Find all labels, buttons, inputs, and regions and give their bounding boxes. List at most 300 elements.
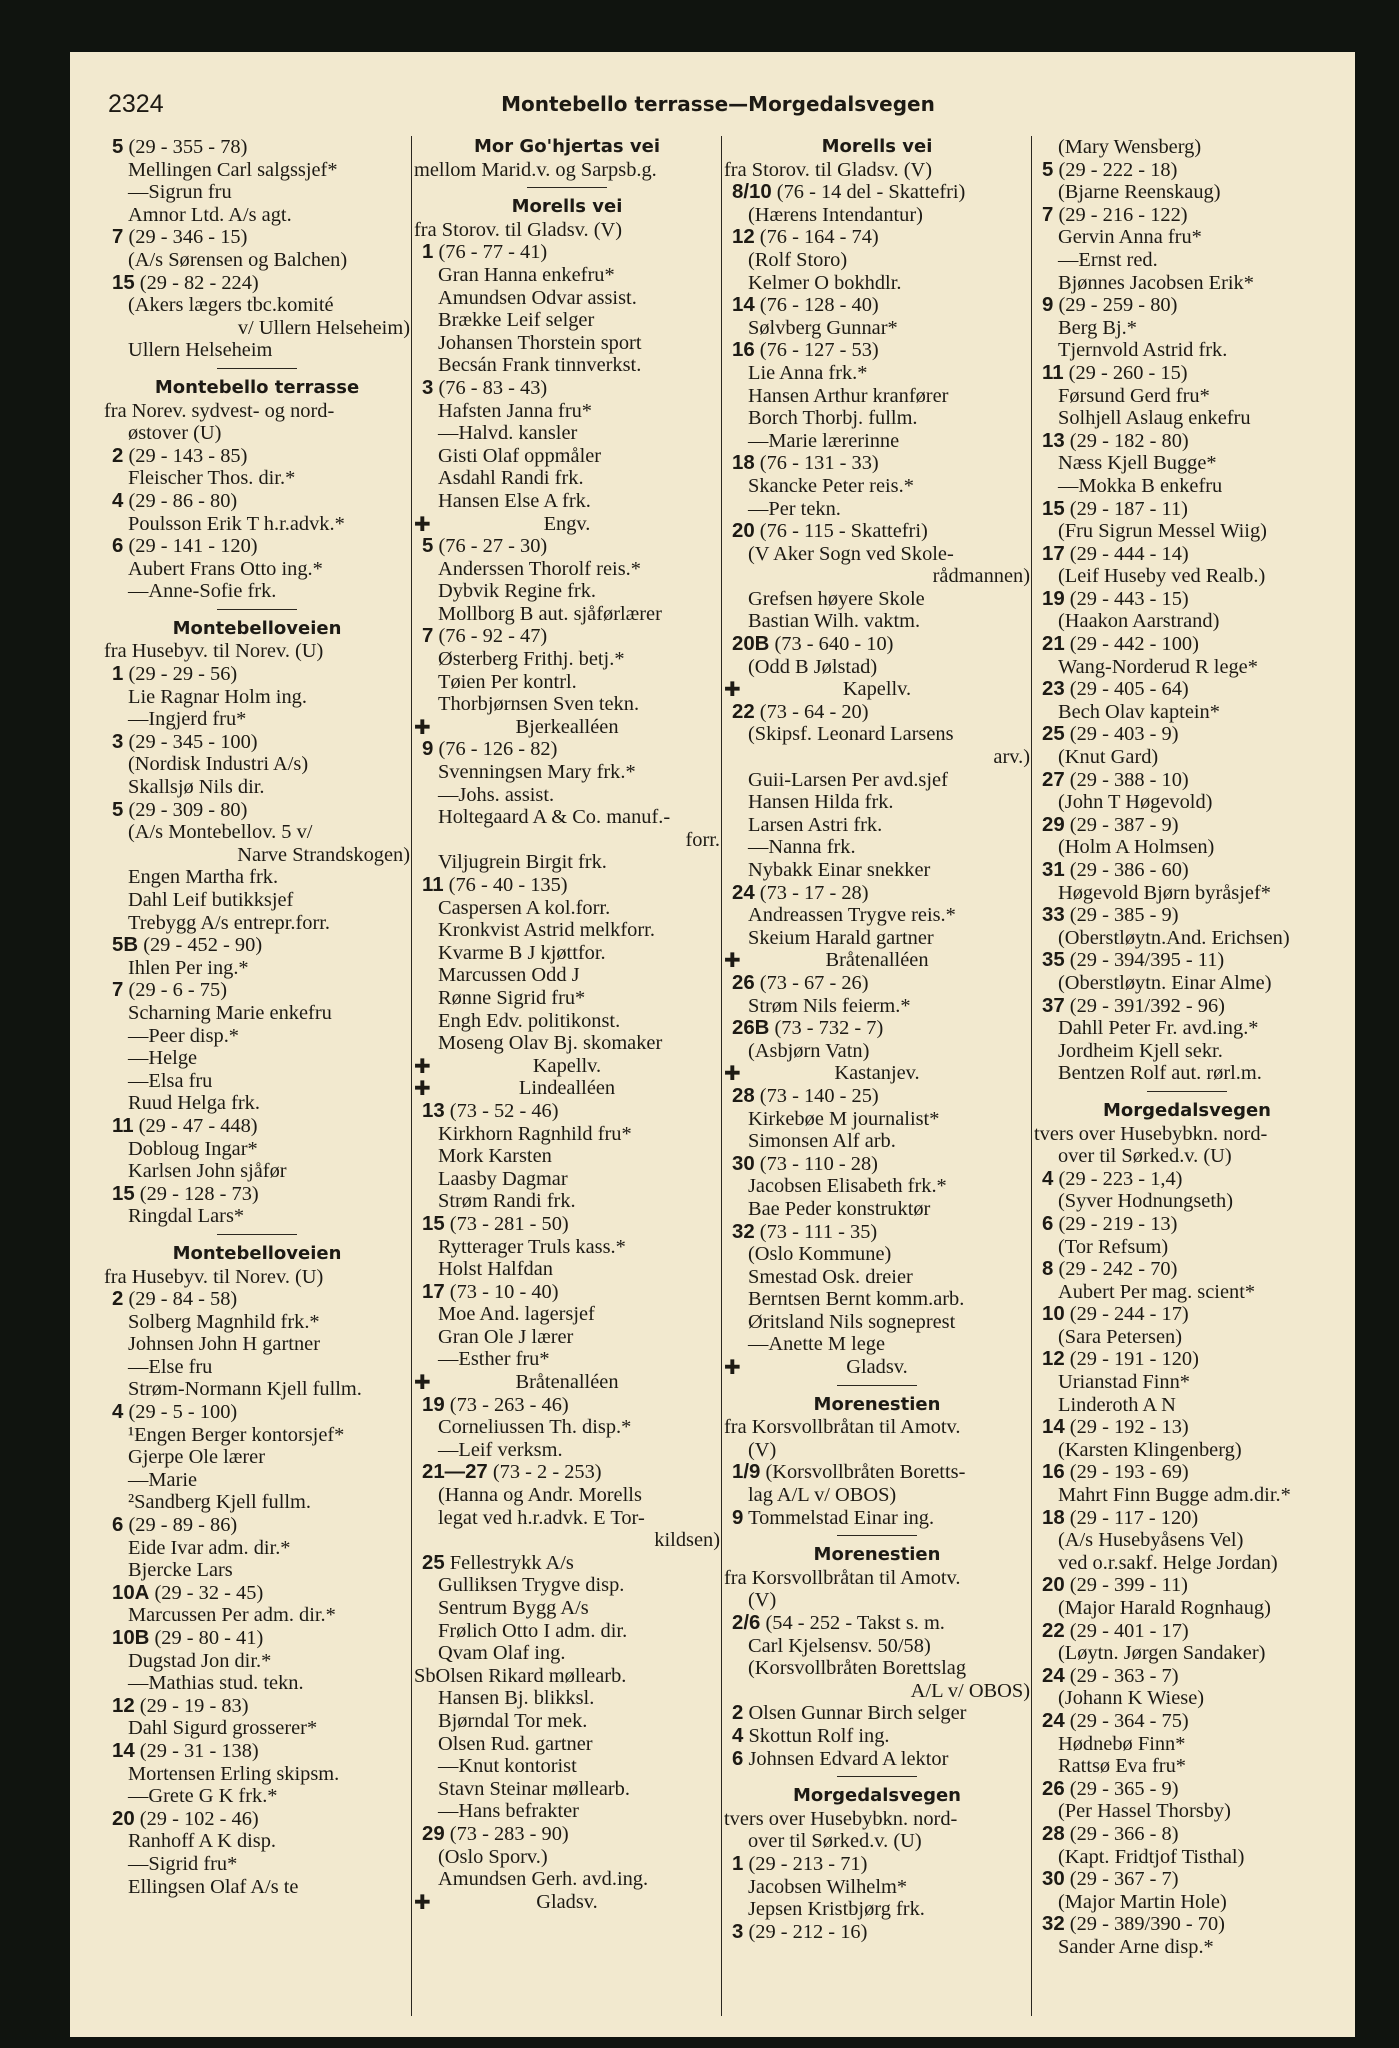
address-entry bbox=[414, 1100, 720, 1123]
address-entry bbox=[104, 1582, 410, 1605]
resident-line: Hansen Arthur kranfører bbox=[748, 384, 949, 407]
address-entry bbox=[724, 452, 1030, 475]
address-entry bbox=[724, 1748, 1030, 1771]
resident-line: Amundsen Odvar assist. bbox=[438, 286, 637, 309]
resident-line: Brække Leif selger bbox=[438, 309, 595, 332]
resident-line: (Leif Huseby ved Realb.) bbox=[1058, 565, 1266, 588]
house-number: 5 bbox=[1042, 158, 1054, 181]
resident-line: —Ernst red. bbox=[1058, 248, 1158, 271]
resident-line: Ihlen Per ing.* bbox=[128, 956, 249, 979]
house-number: 15 bbox=[112, 271, 135, 294]
resident-line: Scharning Marie enkefru bbox=[128, 1001, 332, 1024]
house-number: 19 bbox=[422, 1393, 445, 1416]
continuation-line: forr. bbox=[685, 828, 720, 851]
address-entry bbox=[1034, 1620, 1340, 1643]
house-number: 4 bbox=[112, 489, 124, 512]
entry-text: (29 - 47 - 448) bbox=[138, 1114, 258, 1137]
house-number: 18 bbox=[732, 452, 755, 475]
section-separator bbox=[217, 368, 297, 369]
column-1 bbox=[104, 136, 410, 1898]
street-heading: Morells vei bbox=[511, 196, 623, 218]
street-description: mellom Marid.v. og Sarpsb.g. bbox=[414, 158, 657, 181]
resident-line: (Oslo Kommune) bbox=[748, 1243, 892, 1266]
resident-line: —Hans befrakter bbox=[438, 1800, 579, 1823]
address-entry bbox=[1034, 294, 1340, 317]
address-entry bbox=[414, 874, 720, 897]
resident-line: Øritsland Nils sogneprest bbox=[748, 1310, 956, 1333]
entry-text: (29 - 452 - 90) bbox=[143, 934, 263, 957]
house-number: 20B bbox=[732, 633, 770, 656]
house-number: 1 bbox=[422, 241, 434, 264]
entry-text: (29 - 399 - 11) bbox=[1069, 1574, 1188, 1597]
street-heading: Morenestien bbox=[813, 1544, 941, 1566]
address-entry bbox=[414, 535, 720, 558]
section-separator bbox=[217, 609, 297, 610]
column-divider bbox=[411, 136, 412, 2016]
resident-line: Smestad Osk. dreier bbox=[748, 1265, 913, 1288]
resident-line: —Per tekn. bbox=[748, 497, 841, 520]
house-number: 7 bbox=[112, 226, 124, 249]
house-number: 8 bbox=[1042, 1258, 1054, 1281]
resident-line: Dahl Leif butikksjef bbox=[128, 889, 294, 911]
resident-line: Johnsen John H gartner bbox=[128, 1333, 320, 1356]
running-title: Montebello terrasse—Morgedalsvegen bbox=[501, 92, 935, 116]
entry-text: (29 - 19 - 83) bbox=[139, 1694, 249, 1717]
house-number: 12 bbox=[732, 226, 755, 249]
entry-text: (29 - 363 - 7) bbox=[1069, 1664, 1179, 1687]
page-number: 2324 bbox=[108, 90, 164, 118]
address-entry bbox=[104, 663, 410, 686]
resident-line: Berg Bj.* bbox=[1058, 316, 1137, 339]
cross-street-icon: ✚ bbox=[414, 1371, 431, 1394]
entry-text: (29 - 31 - 138) bbox=[139, 1739, 259, 1762]
entry-text: (29 - 365 - 9) bbox=[1069, 1777, 1179, 1800]
continuation-line: A/L v/ OBOS) bbox=[910, 1679, 1030, 1702]
street-description: fra Husebyv. til Norev. (U) bbox=[104, 640, 324, 663]
resident-line: Solberg Magnhild frk.* bbox=[128, 1310, 320, 1333]
cross-street-line bbox=[724, 678, 1030, 701]
resident-line: Sander Arne disp.* bbox=[1058, 1935, 1214, 1958]
entry-text: (73 - 2 - 253) bbox=[492, 1461, 602, 1484]
cross-street-icon: ✚ bbox=[724, 1062, 741, 1085]
entry-text: (29 - 391/392 - 96) bbox=[1069, 994, 1225, 1017]
cross-street-line bbox=[414, 1371, 720, 1394]
address-entry bbox=[724, 1921, 1030, 1944]
entry-text: (Korsvollbråten Boretts- bbox=[765, 1461, 966, 1484]
entry-text: (73 - 64 - 20) bbox=[759, 700, 869, 723]
resident-line: Skeium Harald gartner bbox=[748, 926, 934, 949]
house-number: 29 bbox=[422, 1822, 445, 1845]
resident-line: Berntsen Bernt komm.arb. bbox=[748, 1288, 965, 1311]
resident-line: —Else fru bbox=[128, 1355, 213, 1378]
resident-line: (Skipsf. Leonard Larsens bbox=[748, 723, 954, 746]
resident-line: Svenningsen Mary frk.* bbox=[438, 761, 636, 784]
house-number: 15 bbox=[422, 1212, 445, 1235]
column-3 bbox=[724, 136, 1030, 1943]
address-entry bbox=[104, 445, 410, 468]
cross-street-icon: ✚ bbox=[724, 1356, 741, 1379]
cross-street-name: Lindealléen bbox=[518, 1077, 616, 1100]
address-entry bbox=[104, 490, 410, 513]
resident-line: Bjørndal Tor mek. bbox=[438, 1709, 588, 1732]
continuation-line: Narve Strandskogen) bbox=[237, 843, 410, 866]
resident-line: —Halvd. kansler bbox=[438, 422, 578, 445]
resident-line: østover (U) bbox=[128, 422, 222, 445]
house-number: 5 bbox=[112, 136, 124, 158]
entry-text: (29 - 219 - 13) bbox=[1058, 1212, 1178, 1235]
section-separator bbox=[837, 1776, 917, 1777]
resident-line: Ruud Helga frk. bbox=[128, 1092, 260, 1115]
entry-text: (76 - 83 - 43) bbox=[438, 376, 548, 399]
address-entry bbox=[104, 1695, 410, 1718]
resident-line: (Oslo Sporv.) bbox=[438, 1845, 548, 1868]
cross-street-icon: ✚ bbox=[414, 1890, 431, 1914]
cross-street-icon: ✚ bbox=[724, 678, 741, 701]
address-entry bbox=[104, 136, 410, 159]
entry-text: (29 - 309 - 80) bbox=[128, 798, 248, 821]
entry-text: (29 - 143 - 85) bbox=[128, 444, 248, 467]
house-number: 25 bbox=[1042, 723, 1065, 746]
entry-text: (29 - 387 - 9) bbox=[1069, 813, 1179, 836]
resident-line: —Marie lærerinne bbox=[748, 429, 900, 452]
house-number: 7 bbox=[422, 625, 434, 648]
house-number: 37 bbox=[1042, 994, 1065, 1017]
resident-line: (A/s Montebellov. 5 v/ bbox=[128, 821, 313, 844]
entry-text: Skottun Rolf ing. bbox=[748, 1724, 890, 1747]
resident-line: ²Sandberg Kjell fullm. bbox=[128, 1491, 311, 1514]
resident-line: Engen Martha frk. bbox=[128, 866, 279, 889]
house-number: 4 bbox=[1042, 1167, 1054, 1190]
house-number: 7 bbox=[112, 979, 124, 1002]
column-divider bbox=[721, 136, 722, 2016]
resident-line: Thorbjørnsen Sven tekn. bbox=[438, 693, 640, 716]
cross-street-icon: ✚ bbox=[414, 1054, 431, 1078]
resident-line: (Fru Sigrun Messel Wiig) bbox=[1058, 520, 1267, 543]
cross-street-icon: ✚ bbox=[724, 949, 741, 972]
resident-line: Kirkhorn Ragnhild fru* bbox=[438, 1122, 632, 1145]
entry-text: (29 - 444 - 14) bbox=[1069, 542, 1189, 565]
street-heading: Montebelloveien bbox=[172, 1242, 342, 1264]
address-entry bbox=[414, 738, 720, 761]
address-entry bbox=[414, 1823, 720, 1846]
house-number: 23 bbox=[1042, 678, 1065, 701]
house-number: 27 bbox=[1042, 768, 1065, 791]
house-number: 6 bbox=[1042, 1212, 1054, 1235]
cross-street-name: Kapellv. bbox=[532, 1054, 602, 1077]
resident-line: Johansen Thorstein sport bbox=[438, 331, 642, 354]
resident-line: Sølvberg Gunnar* bbox=[748, 316, 898, 339]
house-number: 12 bbox=[112, 1694, 135, 1717]
resident-line: (Tor Refsum) bbox=[1058, 1235, 1169, 1258]
cross-street-name: Gladsv. bbox=[846, 1356, 908, 1379]
house-number: 10B bbox=[112, 1627, 150, 1649]
resident-line: Hødnebø Finn* bbox=[1058, 1732, 1186, 1755]
resident-line: (Major Martin Hole) bbox=[1058, 1890, 1227, 1913]
resident-line: Urianstad Finn* bbox=[1058, 1371, 1190, 1394]
address-entry bbox=[724, 1853, 1030, 1876]
resident-line: Eide Ivar adm. dir.* bbox=[128, 1536, 291, 1559]
house-number: 1/9 bbox=[732, 1461, 761, 1484]
cross-street-name: Engv. bbox=[543, 512, 591, 535]
house-number: 10A bbox=[112, 1581, 150, 1604]
resident-line: legat ved h.r.advk. E Tor- bbox=[438, 1506, 645, 1529]
cross-street-name: Gladsv. bbox=[536, 1890, 598, 1913]
address-entry bbox=[1034, 678, 1340, 701]
address-entry bbox=[104, 934, 410, 957]
cross-street-line bbox=[414, 513, 720, 536]
house-number: 11 bbox=[1042, 361, 1064, 384]
section-separator bbox=[527, 187, 607, 188]
entry-text: (29 - 222 - 18) bbox=[1058, 158, 1178, 181]
entry-text: (29 - 442 - 100) bbox=[1069, 633, 1199, 656]
house-number: 5 bbox=[112, 798, 124, 821]
resident-line: Bastian Wilh. vaktm. bbox=[748, 610, 921, 633]
address-entry bbox=[1034, 1507, 1340, 1530]
address-entry bbox=[724, 294, 1030, 317]
resident-line: Mortensen Erling skipsm. bbox=[128, 1762, 340, 1785]
resident-line: —Leif verksm. bbox=[438, 1438, 563, 1461]
resident-line: —Sigrun fru bbox=[128, 181, 232, 204]
entry-text: (29 - 6 - 75) bbox=[128, 979, 227, 1002]
resident-line: Guii-Larsen Per avd.sjef bbox=[748, 768, 948, 791]
address-entry bbox=[1034, 1258, 1340, 1281]
resident-line: Jacobsen Wilhelm* bbox=[748, 1875, 908, 1898]
address-entry bbox=[724, 1221, 1030, 1244]
address-entry bbox=[724, 633, 1030, 656]
cross-street-line bbox=[414, 716, 720, 739]
cross-street-name: Bråtenalléen bbox=[825, 949, 929, 972]
address-entry bbox=[414, 241, 720, 264]
resident-line: Rønne Sigrid fru* bbox=[438, 986, 586, 1009]
street-heading: Morells vei bbox=[821, 136, 933, 157]
resident-line: Stavn Steinar møllearb. bbox=[438, 1777, 630, 1800]
resident-line: Ringdal Lars* bbox=[128, 1205, 245, 1228]
house-number: 5 bbox=[422, 535, 434, 558]
street-description: fra Storov. til Gladsv. (V) bbox=[724, 158, 933, 181]
entry-text: (29 - 366 - 8) bbox=[1069, 1822, 1179, 1845]
address-entry bbox=[104, 731, 410, 754]
entry-text: Tommelstad Einar ing. bbox=[748, 1506, 935, 1529]
entry-text: (29 - 401 - 17) bbox=[1069, 1619, 1189, 1642]
house-number: 9 bbox=[422, 738, 434, 761]
street-description: fra Korsvollbråtan til Amotv. bbox=[724, 1416, 961, 1439]
address-entry bbox=[724, 1725, 1030, 1748]
resident-line: Poulsson Erik T h.r.advk.* bbox=[128, 512, 345, 535]
house-number: 13 bbox=[422, 1099, 445, 1122]
address-entry bbox=[414, 1552, 720, 1575]
resident-line: Corneliussen Th. disp.* bbox=[438, 1416, 632, 1439]
house-number: 32 bbox=[732, 1220, 755, 1243]
resident-line: Moseng Olav Bj. skomaker bbox=[438, 1032, 663, 1055]
address-entry bbox=[1034, 904, 1340, 927]
entry-text: (76 - 92 - 47) bbox=[438, 625, 548, 648]
house-number: 21 bbox=[1042, 633, 1065, 656]
entry-text: (29 - 192 - 13) bbox=[1069, 1416, 1189, 1439]
entry-text: (29 - 443 - 15) bbox=[1069, 587, 1189, 610]
entry-text: Johnsen Edvard A lektor bbox=[748, 1747, 949, 1770]
house-number: 16 bbox=[1042, 1461, 1065, 1484]
entry-text: Olsen Gunnar Birch selger bbox=[748, 1702, 967, 1725]
resident-line: Nybakk Einar snekker bbox=[748, 859, 931, 881]
resident-line: Gulliksen Trygve disp. bbox=[438, 1574, 625, 1597]
resident-line: (Asbjørn Vatn) bbox=[748, 1039, 870, 1062]
entry-text: (73 - 110 - 28) bbox=[759, 1152, 878, 1175]
section-separator bbox=[1147, 1091, 1227, 1092]
resident-line: Hansen Bj. blikksl. bbox=[438, 1687, 595, 1710]
cross-street-icon: ✚ bbox=[414, 512, 431, 536]
house-number: 32 bbox=[1042, 1913, 1065, 1936]
entry-text: (29 - 117 - 120) bbox=[1069, 1506, 1199, 1529]
resident-line: Mork Karsten bbox=[438, 1145, 552, 1168]
entry-text: (29 - 213 - 71) bbox=[748, 1852, 868, 1875]
house-number: 6 bbox=[732, 1747, 744, 1770]
entry-text: (73 - 140 - 25) bbox=[759, 1084, 879, 1107]
house-number: 9 bbox=[1042, 294, 1054, 317]
resident-line: Fleischer Thos. dir.* bbox=[128, 467, 296, 490]
resident-line: Marcussen Odd J bbox=[438, 964, 580, 987]
address-entry bbox=[724, 882, 1030, 905]
cross-street-line bbox=[724, 1356, 1030, 1379]
resident-line: Borch Thorbj. fullm. bbox=[748, 407, 918, 430]
street-heading: Morenestien bbox=[813, 1393, 941, 1415]
entry-text: (29 - 394/395 - 11) bbox=[1069, 949, 1225, 972]
street-description: tvers over Husebybkn. nord- bbox=[724, 1807, 958, 1830]
resident-line: (Major Harald Rognhaug) bbox=[1058, 1597, 1271, 1619]
resident-line: over til Sørked.v. (U) bbox=[1058, 1145, 1232, 1168]
resident-line: (Korsvollbråten Borettslag bbox=[748, 1657, 967, 1680]
entry-text: (76 - 14 del - Skattefri) bbox=[776, 181, 966, 204]
street-heading: Mor Go'hjertas vei bbox=[474, 136, 660, 157]
resident-line: (Oberstløytn. Einar Alme) bbox=[1058, 971, 1272, 994]
resident-line: —Peer disp.* bbox=[128, 1024, 240, 1047]
resident-line: Strøm Nils feierm.* bbox=[748, 994, 911, 1017]
entry-text: (29 - 102 - 46) bbox=[139, 1807, 259, 1830]
resident-line: Hansen Hilda frk. bbox=[748, 791, 894, 814]
house-number: 17 bbox=[1042, 542, 1065, 565]
section-separator bbox=[837, 1535, 917, 1536]
address-entry bbox=[104, 1740, 410, 1763]
resident-line: Karlsen John sjåfør bbox=[128, 1160, 287, 1183]
house-number: 26B bbox=[732, 1017, 770, 1040]
resident-line: Ranhoff A K disp. bbox=[128, 1830, 277, 1853]
resident-line: Kronkvist Astrid melkforr. bbox=[438, 919, 655, 942]
resident-line: Dahll Peter Fr. avd.ing.* bbox=[1058, 1017, 1259, 1040]
resident-line: Grefsen høyere Skole bbox=[748, 587, 925, 610]
resident-line: ¹Engen Berger kontorsjef* bbox=[128, 1423, 345, 1446]
resident-line: Bentzen Rolf aut. rørl.m. bbox=[1058, 1062, 1262, 1085]
resident-line: Sentrum Bygg A/s bbox=[438, 1597, 589, 1619]
resident-line: Tjernvold Astrid frk. bbox=[1058, 339, 1228, 362]
address-entry bbox=[104, 1183, 410, 1206]
house-number: 1 bbox=[732, 1852, 744, 1875]
resident-line: Dobloug Ingar* bbox=[128, 1137, 258, 1160]
house-number: 5B bbox=[112, 934, 139, 957]
resident-line: Mellingen Carl salgssjef* bbox=[128, 158, 338, 181]
house-number: 11 bbox=[422, 874, 444, 896]
resident-line: Bae Peder konstruktør bbox=[748, 1197, 931, 1220]
address-entry bbox=[414, 377, 720, 400]
house-number: 4 bbox=[732, 1724, 744, 1747]
address-entry bbox=[724, 226, 1030, 249]
page-header bbox=[108, 90, 1328, 124]
address-entry bbox=[724, 520, 1030, 543]
resident-line: Mollborg B aut. sjåførlærer bbox=[438, 602, 662, 625]
resident-line: Strøm Randi frk. bbox=[438, 1190, 576, 1213]
address-entry bbox=[1034, 1303, 1340, 1326]
house-number: 33 bbox=[1042, 904, 1065, 927]
resident-line: —Helge bbox=[128, 1047, 198, 1070]
entry-text: (76 - 164 - 74) bbox=[759, 226, 879, 249]
house-number: 24 bbox=[732, 881, 755, 904]
resident-line: (Haakon Aarstrand) bbox=[1058, 610, 1220, 633]
resident-line: —Mathias stud. tekn. bbox=[128, 1672, 304, 1695]
resident-line: Bjercke Lars bbox=[128, 1559, 233, 1582]
house-number: 2 bbox=[112, 444, 124, 467]
entry-text: (29 - 216 - 122) bbox=[1058, 203, 1188, 226]
resident-line: Caspersen A kol.forr. bbox=[438, 896, 611, 919]
resident-line: Becsán Frank tinnverkst. bbox=[438, 354, 642, 377]
resident-line: Kelmer O bokhdlr. bbox=[748, 271, 902, 294]
entry-text: (29 - 141 - 120) bbox=[128, 535, 258, 558]
entry-text: (73 - 281 - 50) bbox=[449, 1212, 569, 1235]
entry-text: (29 - 86 - 80) bbox=[128, 489, 238, 512]
address-entry bbox=[1034, 588, 1340, 611]
address-entry bbox=[414, 1213, 720, 1236]
address-entry bbox=[1034, 633, 1340, 656]
house-number: 26 bbox=[732, 971, 755, 994]
entry-text: (29 - 386 - 60) bbox=[1069, 859, 1189, 881]
address-entry bbox=[724, 1461, 1030, 1484]
resident-line: Tøien Per kontrl. bbox=[438, 670, 577, 693]
cross-street-name: Kapellv. bbox=[842, 678, 912, 701]
address-entry bbox=[104, 1808, 410, 1831]
resident-line: Anderssen Thorolf reis.* bbox=[438, 557, 641, 580]
resident-line: —Grete G K frk.* bbox=[128, 1785, 278, 1808]
house-number: 18 bbox=[1042, 1506, 1065, 1529]
entry-text: (76 - 27 - 30) bbox=[438, 535, 548, 558]
house-number: 3 bbox=[112, 730, 124, 753]
resident-line: Dugstad Jon dir.* bbox=[128, 1649, 272, 1672]
cross-street-name: Bråtenalléen bbox=[515, 1371, 619, 1394]
resident-line: Rytterager Truls kass.* bbox=[438, 1235, 626, 1258]
house-number: 6 bbox=[112, 535, 124, 558]
address-entry bbox=[1034, 430, 1340, 453]
cross-street-line bbox=[414, 1055, 720, 1078]
entry-text: (73 - 67 - 26) bbox=[759, 971, 869, 994]
address-entry bbox=[1034, 1213, 1340, 1236]
street-heading: Morgedalsvegen bbox=[792, 1785, 961, 1807]
resident-line: Hansen Else A frk. bbox=[438, 489, 591, 512]
resident-line: —Nanna frk. bbox=[748, 836, 856, 859]
resident-line: (Nordisk Industri A/s) bbox=[128, 753, 309, 776]
resident-line: Trebygg A/s entrepr.forr. bbox=[128, 911, 331, 934]
resident-line: —Johs. assist. bbox=[438, 783, 555, 806]
resident-line: Ullern Helseheim bbox=[128, 339, 273, 362]
resident-line: —Knut kontorist bbox=[438, 1755, 577, 1778]
resident-line: lag A/L v/ OBOS) bbox=[748, 1484, 897, 1507]
resident-line: Qvam Olaf ing. bbox=[438, 1642, 566, 1665]
resident-line: Bjønnes Jacobsen Erik* bbox=[1058, 271, 1254, 294]
resident-line: Carl Kjelsensv. 50/58) bbox=[748, 1634, 931, 1657]
entry-text: (73 - 263 - 46) bbox=[449, 1393, 569, 1416]
street-description: SbOlsen Rikard møllearb. bbox=[414, 1664, 627, 1687]
street-description: tvers over Husebybkn. nord- bbox=[1034, 1122, 1268, 1145]
resident-line: (V) bbox=[748, 1589, 777, 1612]
address-entry bbox=[104, 535, 410, 558]
resident-line: (Karsten Klingenberg) bbox=[1058, 1438, 1242, 1461]
house-number: 31 bbox=[1042, 859, 1065, 881]
address-entry bbox=[414, 1394, 720, 1417]
